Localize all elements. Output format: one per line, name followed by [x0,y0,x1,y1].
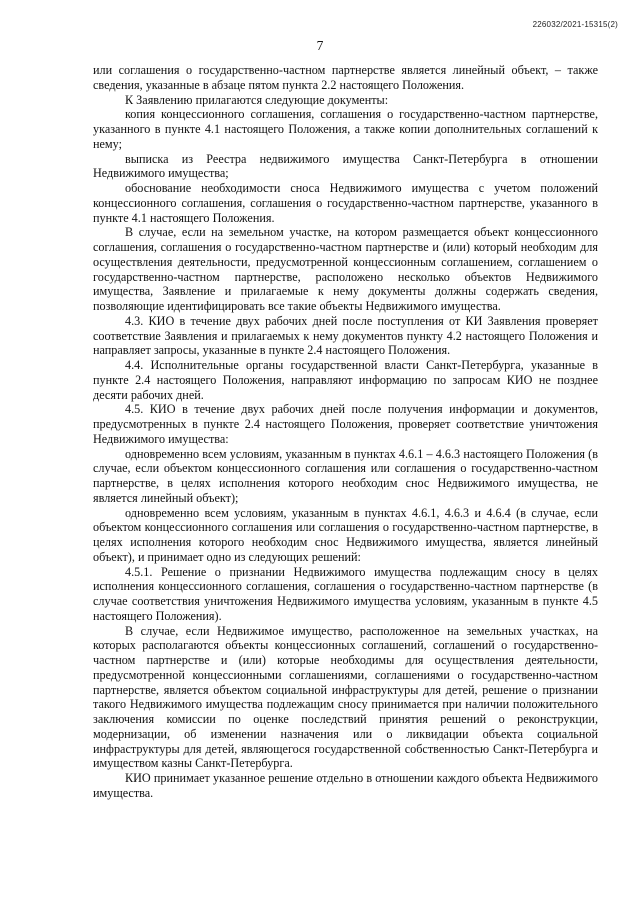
paragraph: КИО принимает указанное решение отдельно в отношении каждого объекта Недвижимого имущества. [93,771,598,800]
paragraph: одновременно всем условиям, указанным в пунктах 4.6.1, 4.6.3 и 4.6.4 (в случае, если объектом концессионного соглашения или соглашения о государственно-частном партнерстве, в целях исполнения которого необходим снос Недвижимого имущества, является линейный объект), и принимает одно из следующих решений: [93,505,598,564]
document-number: 226032/2021-15315(2) [532,20,618,29]
paragraph: 4.4. Исполнительные органы государственной власти Санкт-Петербурга, указанные в пункте 2.4 настоящего Положения, направляют информацию по запросам КИО не позднее десяти рабочих дней. [93,358,598,402]
paragraph: 4.3. КИО в течение двух рабочих дней после поступления от КИ Заявления проверяет соответствие Заявления и прилагаемых к нему документов пункту 4.2 настоящего Положения и направляет запросы, указанные в пункте 2.4 настоящего Положения. [93,313,598,358]
paragraph: 4.5.1. Решение о признании Недвижимого имущества подлежащим сносу в целях исполнения концессионного соглашения, соглашения о государственно-частном партнерстве (в случае соответствия уничтожения Недвижимого имущества условиям, указанным в пункте 4.5 настоящего Положения). [93,564,598,623]
paragraph: 4.5. КИО в течение двух рабочих дней после получения информации и документов, предусмотренных в пункте 2.4 настоящего Положения, проверяет соответствие уничтожения Недвижимого имущества: [93,402,598,446]
paragraph: К Заявлению прилагаются следующие документы: [125,92,389,107]
document-body [93,63,598,801]
paragraph: копия концессионного соглашения, соглашения о государственно-частном партнерстве, указанного в пункте 4.1 настоящего Положения, а также копии дополнительных соглашений к нему; [93,107,598,151]
page-number: 7 [316,38,324,53]
paragraph: обоснование необходимости сноса Недвижимого имущества с учетом положений концессионного соглашения, соглашения о государственно-частном партнерстве, указанного в пункте 4.1 настоящего Положения. [93,181,598,225]
paragraph: или соглашения о государственно-частном партнерстве является линейный объект, – также сведения, указанные в абзаце пятом пункта 2.2 настоящего Положения. [93,63,598,92]
paragraph: одновременно всем условиям, указанным в пунктах 4.6.1 – 4.6.3 настоящего Положения (в случае, если объектом концессионного соглашения или соглашения о государственно-частном партнерстве, в целях исполнения которого необходим снос Недвижимого имущества, не является линейный объект); [93,446,598,505]
paragraph: выписка из Реестра недвижимого имущества Санкт-Петербурга в отношении Недвижимого имущества; [93,151,598,181]
paragraph: В случае, если Недвижимое имущество, расположенное на земельных участках, на которых располагаются объекты концессионных соглашений, соглашений о государственно-частном партнерстве и (или) которые необходимы для осуществления деятельности, предусмотренной концессионными соглашениями, соглашениями о государственно-частном партнерстве, является объектом социальной инфраструктуры для детей, решение о признании такого Недвижимого имущества подлежащим сносу принимается при наличии положительного заключения комиссии по оценке последствий принятия решений о реконструкции, модернизации, об изменении назначения или о ликвидации объекта социальной инфраструктуры для детей, являющегося государственной собственностью Санкт-Петербурга и имуществом казны Санкт-Петербурга. [93,623,598,771]
paragraph: В случае, если на земельном участке, на котором размещается объект концессионного соглашения, соглашения о государственно-частном партнерстве и (или) который необходим для осуществления деятельности, предусмотренной концессионным соглашением, соглашением о государственно-частном партнерстве, расположено несколько объектов Недвижимого имущества, Заявление и прилагаемые к нему документы должны содержать сведения, позволяющие идентифицировать все такие объекты Недвижимого имущества. [93,225,598,313]
